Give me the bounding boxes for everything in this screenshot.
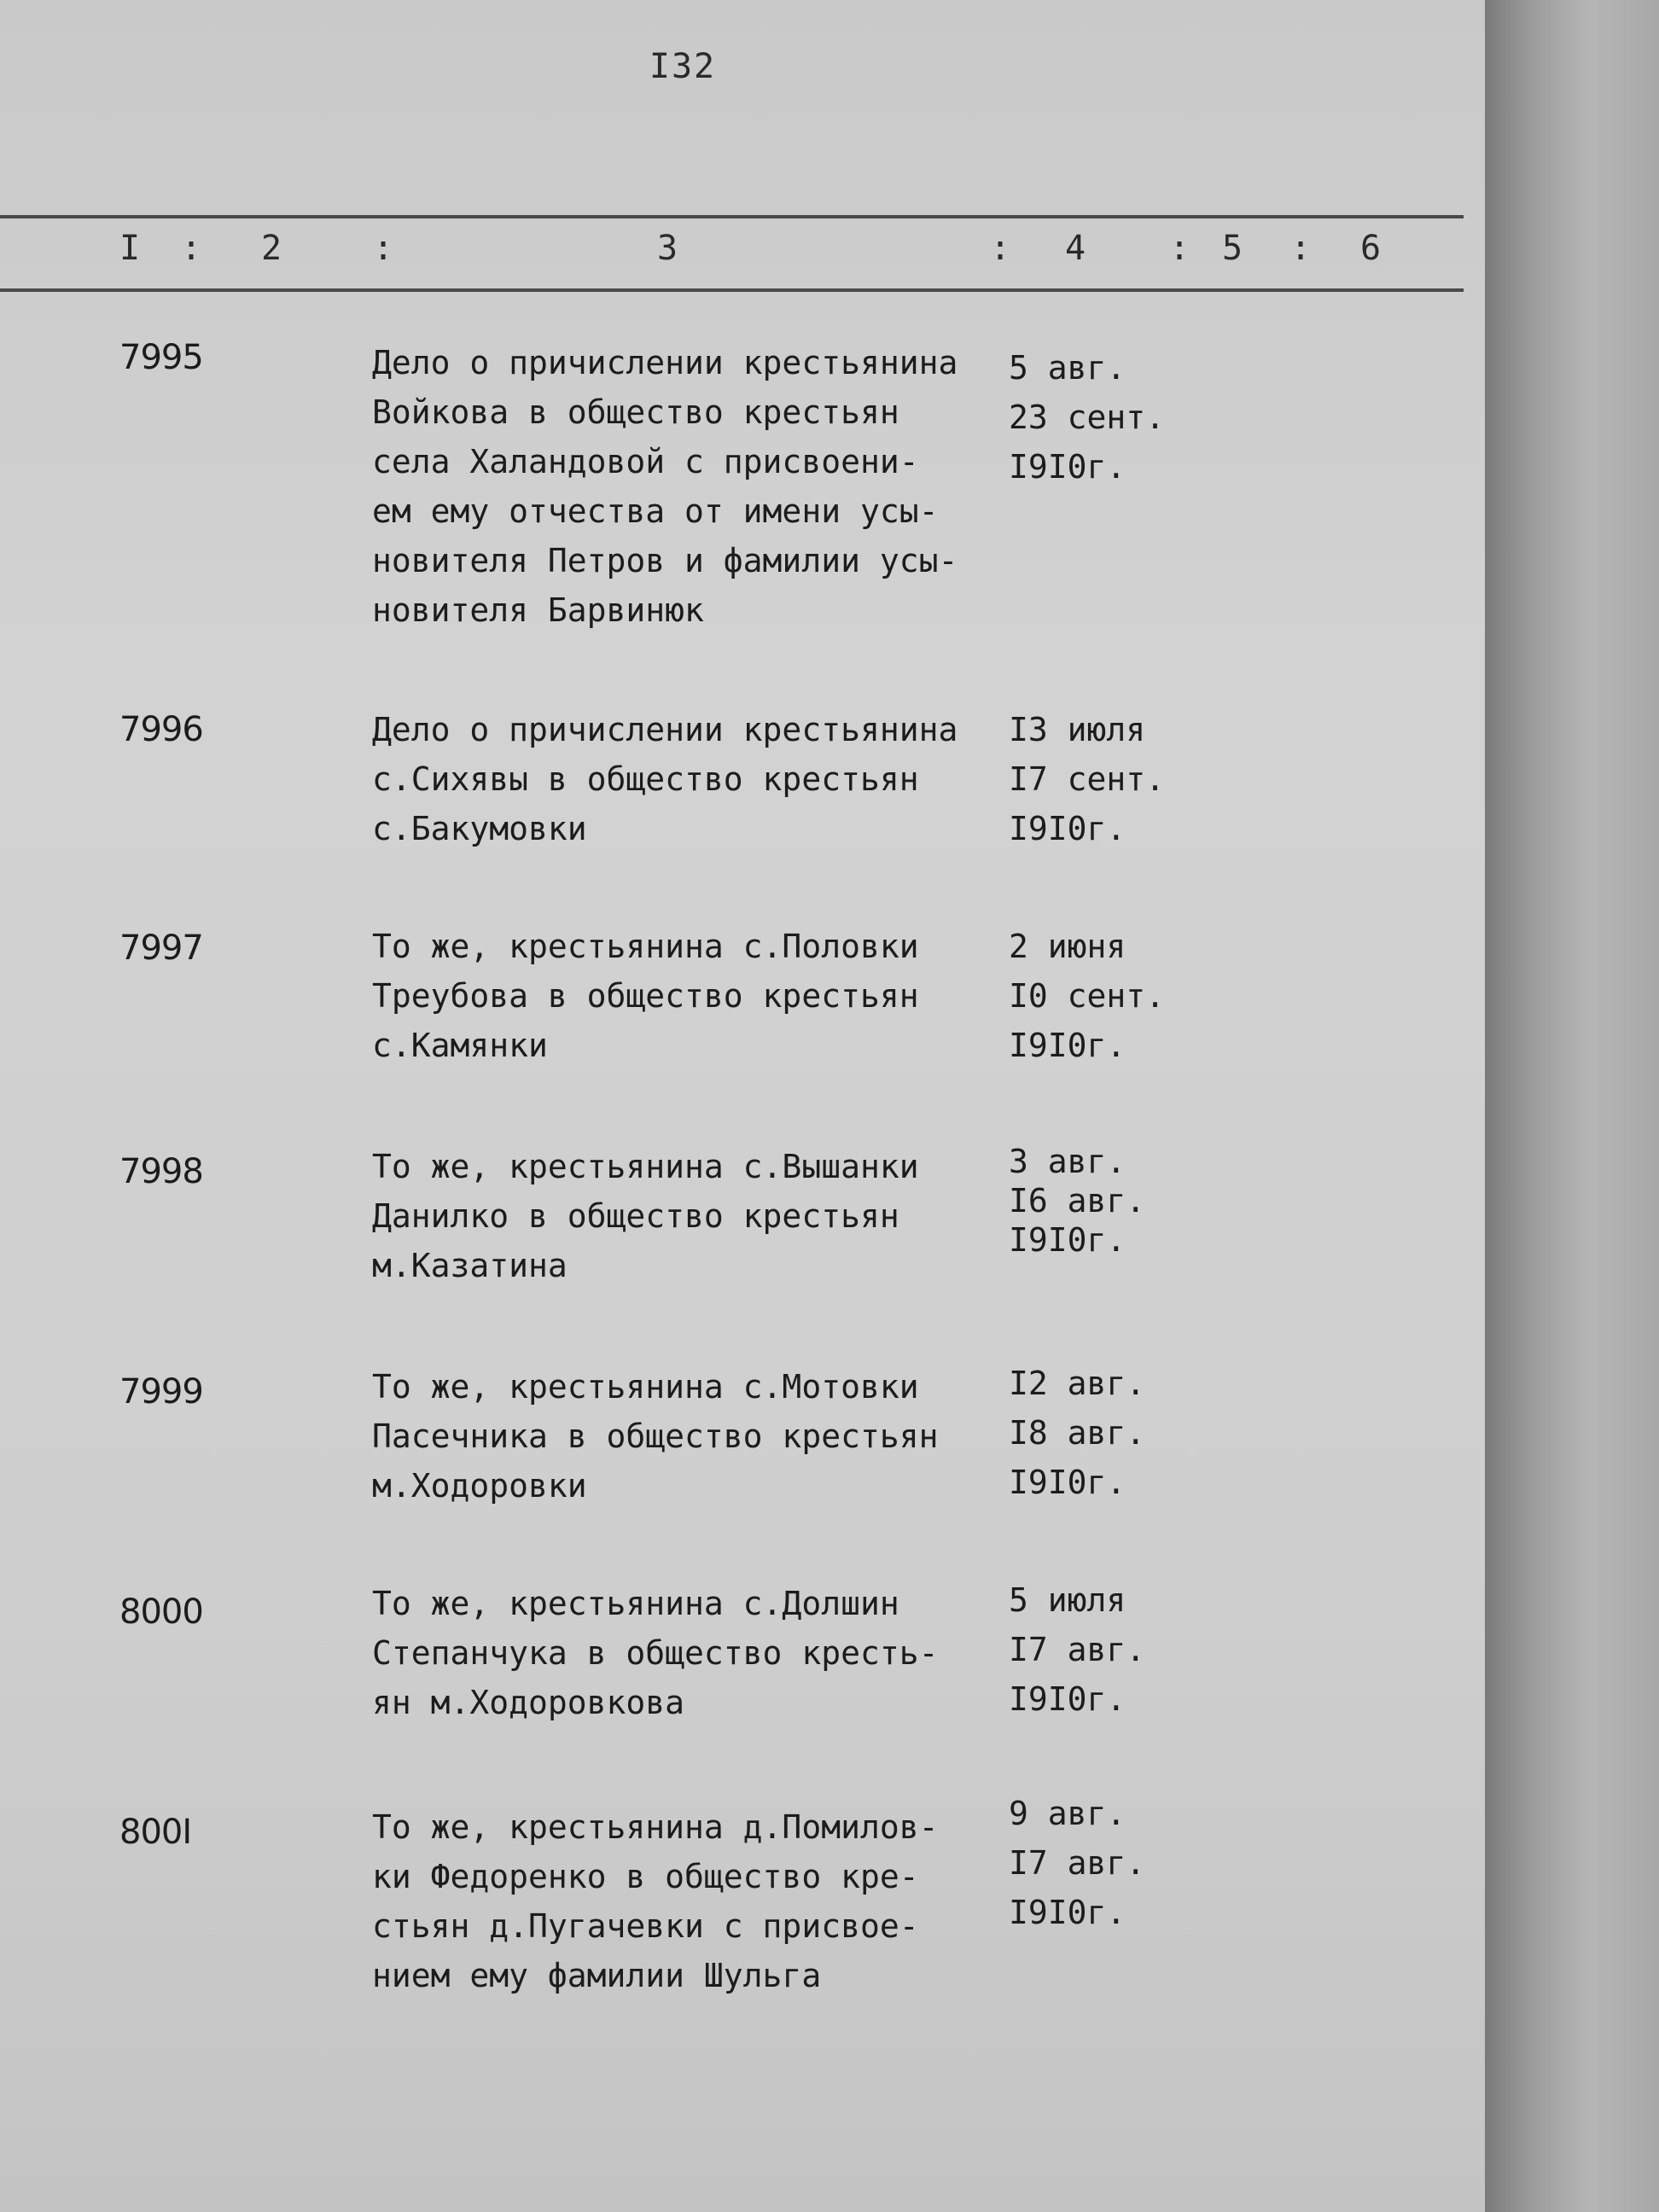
row-description: То же, крестьянина д.Помилов- ки Федоренко в общество кре- стьян д.Пугачевки с присвое- нием ему фамилии Шульга [372, 1808, 939, 1994]
row-dates [1009, 1359, 1196, 1507]
page-edge-shadow [1485, 0, 1659, 2212]
row-description: Дело о причислении крестьянина Войкова в общество крестьян села Халандовой с присвоени- ем ему отчества от имени усы- новителя Петров и фамилии усы- новителя Барвинюк [372, 344, 958, 629]
row-dates [1009, 705, 1196, 853]
row-number: 7999 [119, 1372, 203, 1412]
date-end: I6 авг. [1009, 1182, 1146, 1220]
row-description: То же, крестьянина с.Долшин Степанчука в общество кресть- ян м.Ходоровкова [372, 1585, 939, 1721]
date-start: 5 авг. [1009, 349, 1126, 387]
column-header-separator: : [1169, 229, 1190, 268]
row-dates [1009, 1575, 1196, 1724]
row-number: 8000 [119, 1592, 203, 1632]
date-end: I7 авг. [1009, 1844, 1146, 1882]
column-header-separator: : [1290, 229, 1312, 268]
date-end: I7 авг. [1009, 1631, 1146, 1668]
row-description: То же, крестьянина с.Половки Треубова в общество крестьян с.Камянки [372, 928, 919, 1064]
date-end: I0 сент. [1009, 977, 1166, 1015]
column-header-separator: : [990, 229, 1011, 268]
date-year: I9I0г. [1009, 810, 1126, 847]
row-number: 7996 [119, 710, 203, 749]
date-start: 9 авг. [1009, 1795, 1126, 1832]
row-number: 800I [119, 1813, 192, 1852]
page-number: I32 [649, 47, 717, 86]
row-description: То же, крестьянина с.Вышанки Данилко в общество крестьян м.Казатина [372, 1148, 919, 1284]
date-start: 3 авг. [1009, 1143, 1126, 1180]
date-end: I7 сент. [1009, 760, 1166, 798]
row-dates [1009, 343, 1196, 492]
date-year: I9I0г. [1009, 448, 1126, 486]
date-start: I2 авг. [1009, 1365, 1146, 1402]
row-dates [1009, 1789, 1196, 1937]
date-year: I9I0г. [1009, 1894, 1126, 1931]
date-start: 2 июня [1009, 928, 1126, 965]
row-number: 7997 [119, 928, 203, 968]
column-header-separator: : [373, 229, 394, 268]
date-end: 23 сент. [1009, 399, 1166, 436]
column-header-2: 2 [261, 229, 282, 268]
date-start: 5 июля [1009, 1581, 1126, 1619]
date-year: I9I0г. [1009, 1027, 1126, 1064]
row-dates [1009, 922, 1196, 1070]
date-year: I9I0г. [1009, 1464, 1126, 1501]
header-top-rule [0, 215, 1464, 218]
row-description: Дело о причислении крестьянина с.Сихявы в общество крестьян с.Бакумовки [372, 711, 958, 847]
column-header-6: 6 [1360, 229, 1382, 268]
column-header-5: 5 [1222, 229, 1243, 268]
date-start: I3 июля [1009, 711, 1146, 748]
column-header-3: 3 [657, 229, 678, 268]
row-dates [1009, 1142, 1196, 1260]
row-number: 7995 [119, 338, 203, 377]
date-end: I8 авг. [1009, 1414, 1146, 1452]
column-header-separator: : [181, 229, 202, 268]
row-description: То же, крестьянина с.Мотовки Пасечника в общество крестьян м.Ходоровки [372, 1368, 939, 1505]
column-header-1: I [119, 229, 141, 268]
date-year: I9I0г. [1009, 1680, 1126, 1718]
column-header-4: 4 [1065, 229, 1086, 268]
header-bottom-rule [0, 288, 1464, 292]
date-year: I9I0г. [1009, 1221, 1126, 1259]
row-number: 7998 [119, 1152, 203, 1191]
